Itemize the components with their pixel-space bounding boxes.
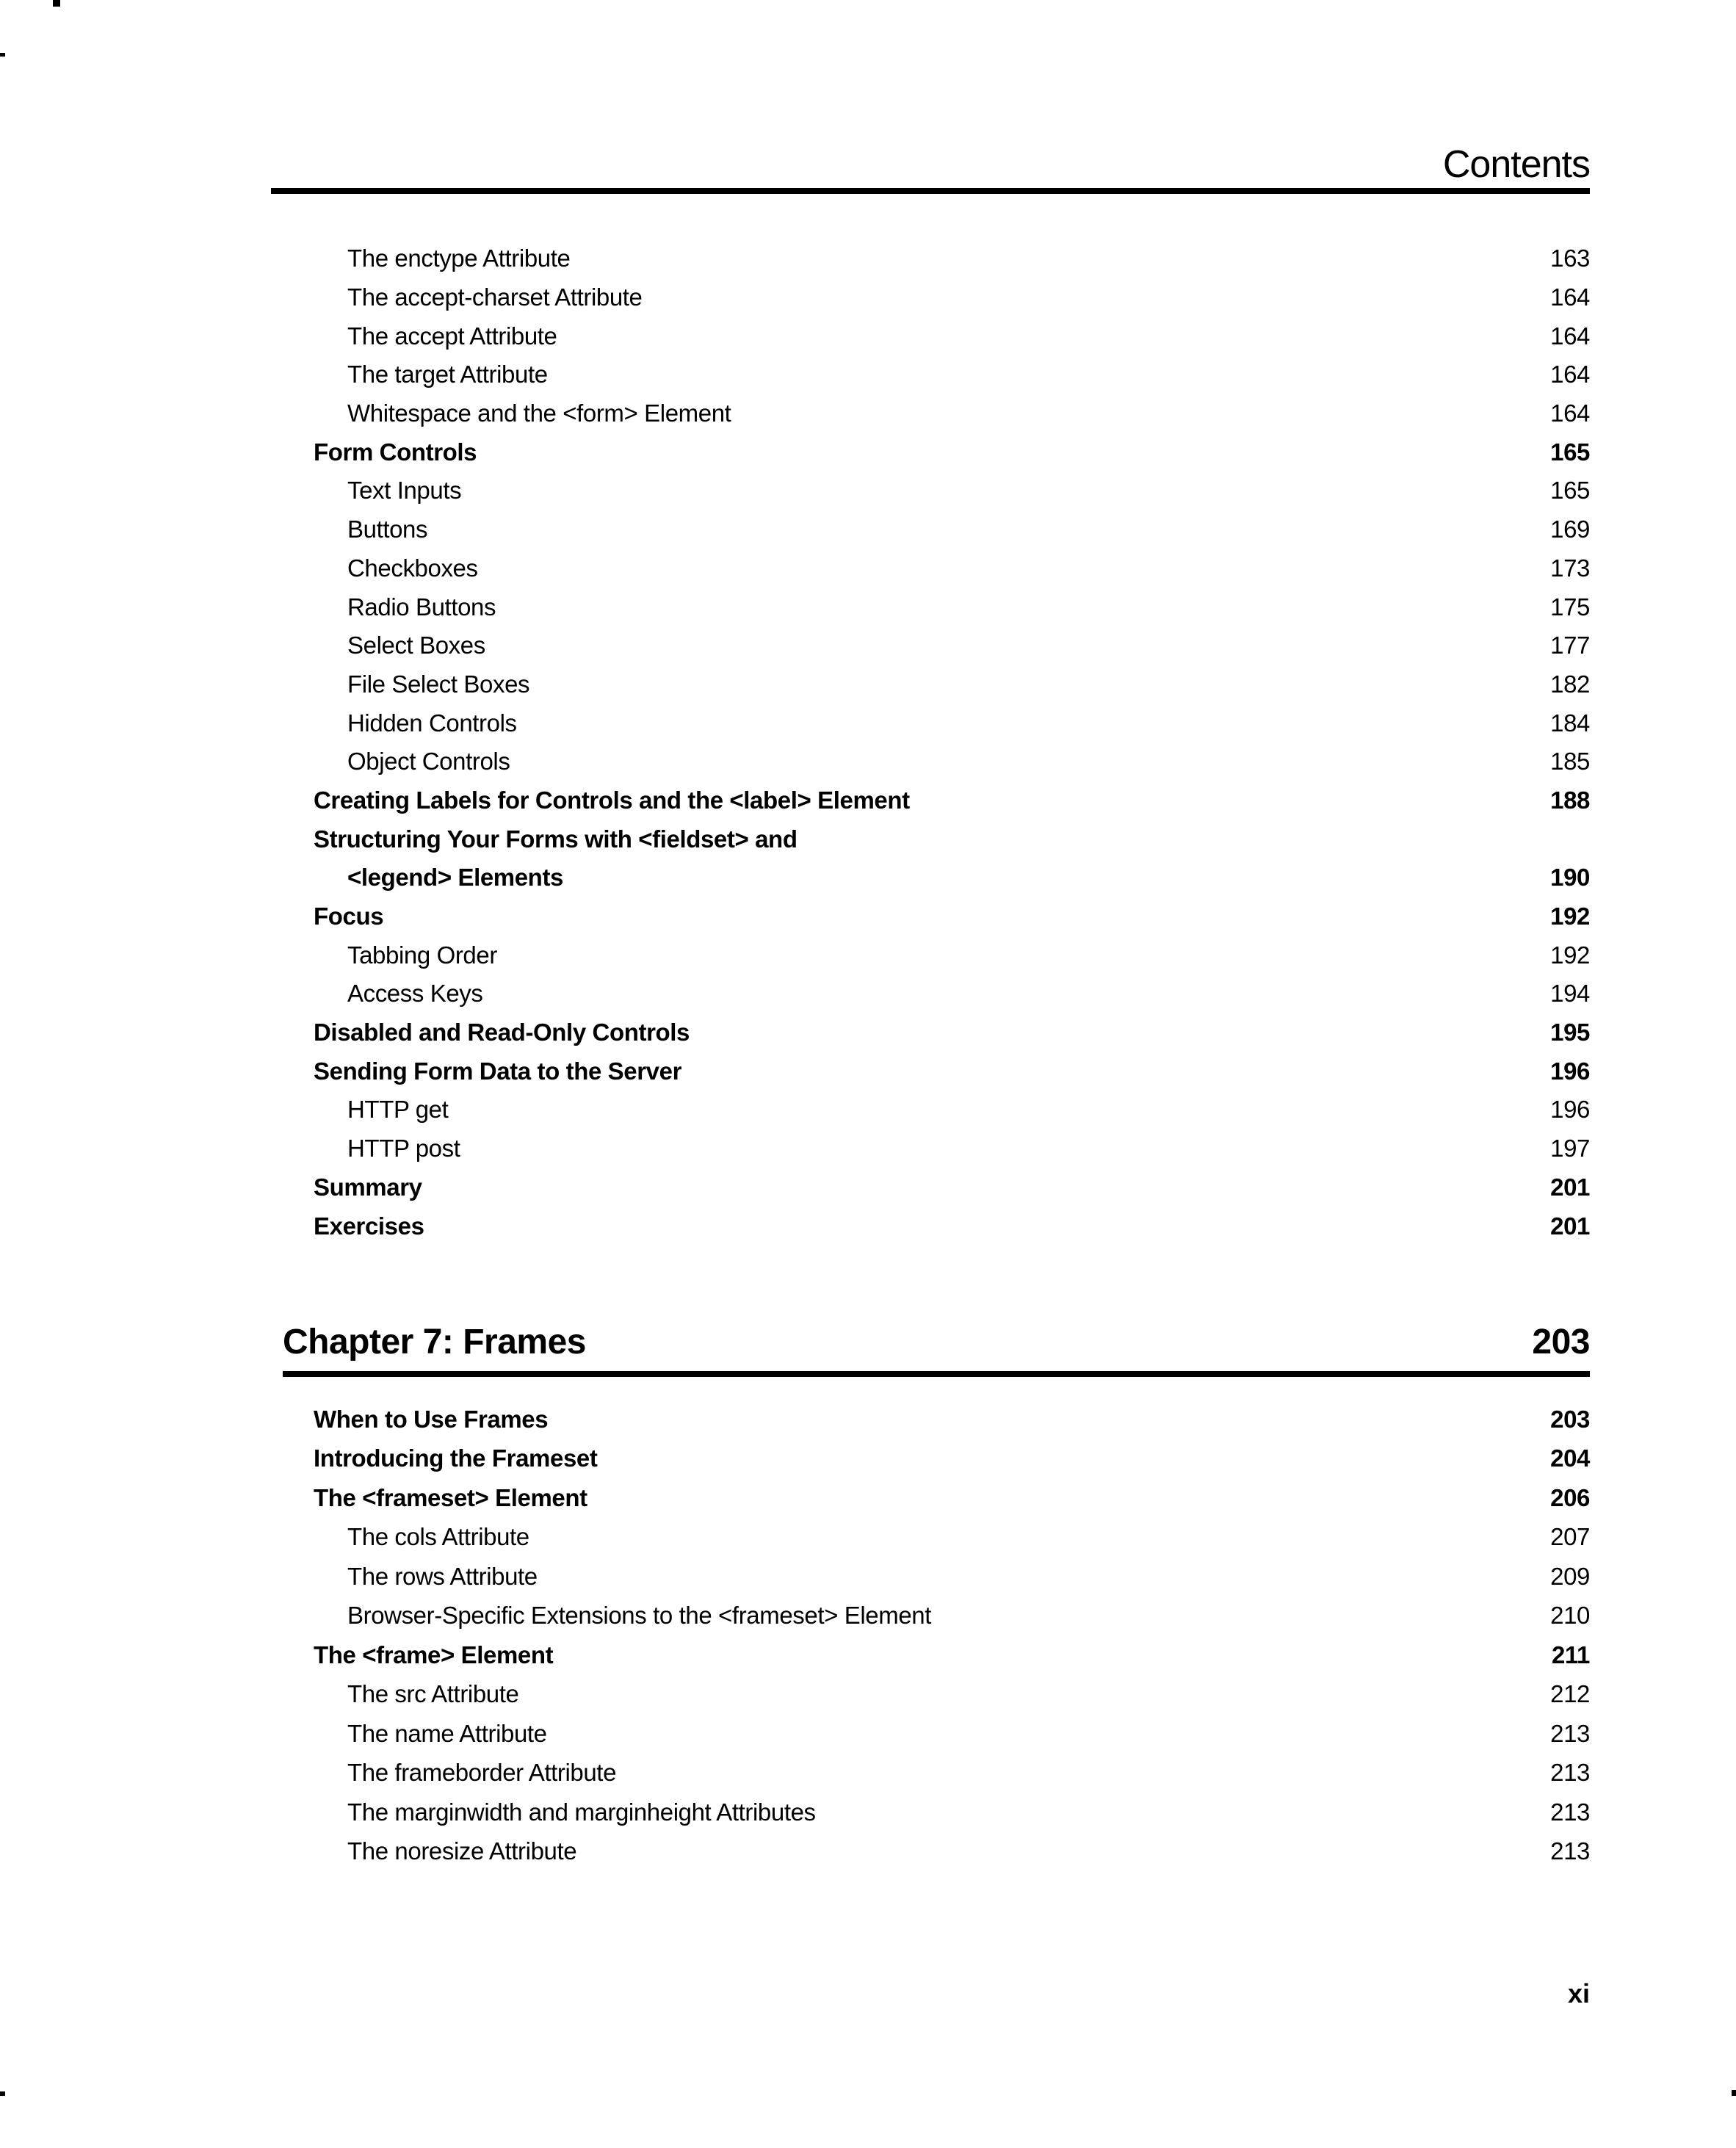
toc-entry-label: Select Boxes — [347, 632, 485, 659]
toc-entry-label: Focus — [314, 903, 384, 930]
page-number-footer: xi — [1567, 1978, 1590, 2008]
toc-entry — [283, 1207, 1590, 1245]
toc-section-chapter7 — [283, 1400, 1590, 1871]
toc-entry-page: 213 — [1550, 1719, 1590, 1747]
toc-entry — [283, 278, 1590, 317]
toc-entry-page: 177 — [1550, 632, 1590, 659]
toc-entry-page: 175 — [1550, 593, 1590, 621]
toc-entry — [283, 1129, 1590, 1168]
toc-entry-label: The src Attribute — [347, 1680, 519, 1708]
toc-entry — [283, 742, 1590, 781]
toc-entry-label: The frameborder Attribute — [347, 1759, 617, 1787]
scan-artifact — [53, 0, 60, 7]
toc-entry-page: 165 — [1550, 477, 1590, 505]
toc-entry-label: The accept-charset Attribute — [347, 283, 643, 311]
toc-entry-page: 207 — [1550, 1523, 1590, 1551]
toc-entry-label: Buttons — [347, 516, 428, 543]
toc-entry — [283, 1400, 1590, 1439]
toc-entry-label: The <frame> Element — [314, 1641, 554, 1668]
toc-entry-label: Form Controls — [314, 438, 477, 466]
toc-entry-page: 209 — [1550, 1562, 1590, 1590]
toc-entry-label: Disabled and Read-Only Controls — [314, 1019, 690, 1046]
toc-entry-label: Browser-Specific Extensions to the <frameset> Element — [347, 1602, 932, 1630]
toc-entry-label: Hidden Controls — [347, 709, 517, 737]
toc-entry-page: 210 — [1550, 1602, 1590, 1630]
toc-entry — [283, 1754, 1590, 1793]
toc-entry — [283, 1478, 1590, 1518]
toc-entry-label: Radio Buttons — [347, 593, 496, 621]
toc-entry-label: HTTP post — [347, 1135, 460, 1162]
toc-entry — [283, 1052, 1590, 1091]
toc-entry — [283, 239, 1590, 278]
toc-entry-label: Whitespace and the <form> Element — [347, 399, 731, 427]
toc-entry-label: The enctype Attribute — [347, 245, 571, 272]
chapter-heading-page: 203 — [1532, 1323, 1590, 1362]
toc-entry-page: 201 — [1550, 1173, 1590, 1201]
toc-entry-label: The <frameset> Element — [314, 1483, 587, 1511]
toc-entry-page: 163 — [1550, 245, 1590, 272]
toc-entry-page: 164 — [1550, 322, 1590, 350]
toc-entry — [283, 704, 1590, 742]
toc-entry-page: 212 — [1550, 1680, 1590, 1708]
toc-entry-page: 211 — [1551, 1641, 1590, 1668]
toc-entry — [283, 1091, 1590, 1129]
toc-entry — [283, 587, 1590, 626]
toc-entry-label: Tabbing Order — [347, 941, 497, 969]
toc-entry-label: When to Use Frames — [314, 1405, 549, 1433]
toc-entry-label: Summary — [314, 1173, 422, 1201]
toc-entry-label: Sending Form Data to the Server — [314, 1057, 682, 1085]
toc-entry — [283, 1793, 1590, 1832]
toc-entry — [283, 897, 1590, 936]
toc-entry-page: 185 — [1550, 748, 1590, 775]
toc-entry — [283, 355, 1590, 394]
toc-entry-page: 192 — [1550, 941, 1590, 969]
toc-entry — [283, 1635, 1590, 1675]
toc-entry-page: 204 — [1550, 1444, 1590, 1472]
toc-entry-page: 213 — [1550, 1759, 1590, 1787]
toc-entry — [283, 1168, 1590, 1207]
toc-entry-label: Exercises — [314, 1212, 424, 1240]
toc-section-form-controls — [283, 239, 1590, 1245]
toc-entry-label: The rows Attribute — [347, 1562, 538, 1590]
toc-entry-label: File Select Boxes — [347, 670, 530, 698]
toc-entry — [283, 471, 1590, 510]
toc-entry-page: 188 — [1550, 786, 1590, 814]
header-rule — [271, 188, 1590, 194]
toc-entry-page: 164 — [1550, 399, 1590, 427]
toc-entry — [283, 1832, 1590, 1872]
toc-entry-page: 173 — [1550, 554, 1590, 582]
page-content — [283, 0, 1590, 2148]
toc-entry — [283, 1714, 1590, 1754]
toc-entry-label: <legend> Elements — [347, 864, 563, 892]
toc-entry — [283, 1439, 1590, 1479]
toc-entry-page: 206 — [1550, 1483, 1590, 1511]
toc-entry — [283, 936, 1590, 974]
toc-entry — [283, 1596, 1590, 1636]
toc-entry-label: Checkboxes — [347, 554, 478, 582]
toc-entry-label: The target Attribute — [347, 361, 548, 388]
toc-entry — [283, 781, 1590, 820]
toc-entry-page: 197 — [1550, 1135, 1590, 1162]
toc-entry — [283, 510, 1590, 549]
toc-entry-page: 213 — [1550, 1837, 1590, 1865]
toc-entry-label: Object Controls — [347, 748, 510, 775]
toc-entry — [283, 433, 1590, 471]
toc-entry-page: 182 — [1550, 670, 1590, 698]
toc-entry-page: 213 — [1550, 1798, 1590, 1826]
toc-entry — [283, 317, 1590, 355]
toc-entry-label: Structuring Your Forms with <fieldset> and — [314, 825, 798, 853]
toc-entry — [283, 665, 1590, 704]
toc-entry-label: The marginwidth and marginheight Attributes — [347, 1798, 816, 1826]
toc-entry-page: 169 — [1550, 516, 1590, 543]
toc-entry-label: Creating Labels for Controls and the <label> Element — [314, 786, 910, 814]
toc-entry — [283, 1013, 1590, 1052]
toc-entry — [283, 626, 1590, 665]
toc-entry-page: 196 — [1550, 1096, 1590, 1124]
toc-entry-page: 203 — [1550, 1405, 1590, 1433]
toc-entry-label: HTTP get — [347, 1096, 449, 1124]
chapter-heading-label: Chapter 7: Frames — [283, 1323, 586, 1362]
toc-entry-page: 196 — [1550, 1057, 1590, 1085]
toc-entry — [283, 549, 1590, 588]
scan-artifact — [0, 2091, 5, 2096]
toc-entry-page: 165 — [1550, 438, 1590, 466]
toc-entry-label: Access Keys — [347, 980, 483, 1008]
toc-entry-page: 164 — [1550, 283, 1590, 311]
toc-entry — [283, 1518, 1590, 1558]
scan-artifact — [0, 53, 5, 57]
toc-entry-page: 201 — [1550, 1212, 1590, 1240]
chapter-heading-row — [283, 1322, 1590, 1377]
toc-entry — [283, 858, 1590, 897]
toc-entry-label: Introducing the Frameset — [314, 1444, 598, 1472]
toc-entry — [283, 1675, 1590, 1715]
toc-entry — [283, 394, 1590, 433]
toc-entry-page: 164 — [1550, 361, 1590, 388]
toc-entry-page: 195 — [1550, 1019, 1590, 1046]
toc-entry-page: 184 — [1550, 709, 1590, 737]
toc-entry-page: 190 — [1550, 864, 1590, 892]
toc-entry — [283, 820, 1590, 858]
toc-entry-label: The accept Attribute — [347, 322, 557, 350]
toc-entry — [283, 974, 1590, 1013]
toc-entry-label: The name Attribute — [347, 1719, 547, 1747]
scan-artifact — [1732, 2090, 1736, 2096]
toc-entry-page: 194 — [1550, 980, 1590, 1008]
toc-entry-label: The noresize Attribute — [347, 1837, 577, 1865]
contents-header: Contents — [1442, 143, 1590, 186]
toc-entry — [283, 1557, 1590, 1596]
toc-entry-label: Text Inputs — [347, 477, 462, 505]
toc-entry-label: The cols Attribute — [347, 1523, 529, 1551]
toc-entry-page: 192 — [1550, 903, 1590, 930]
